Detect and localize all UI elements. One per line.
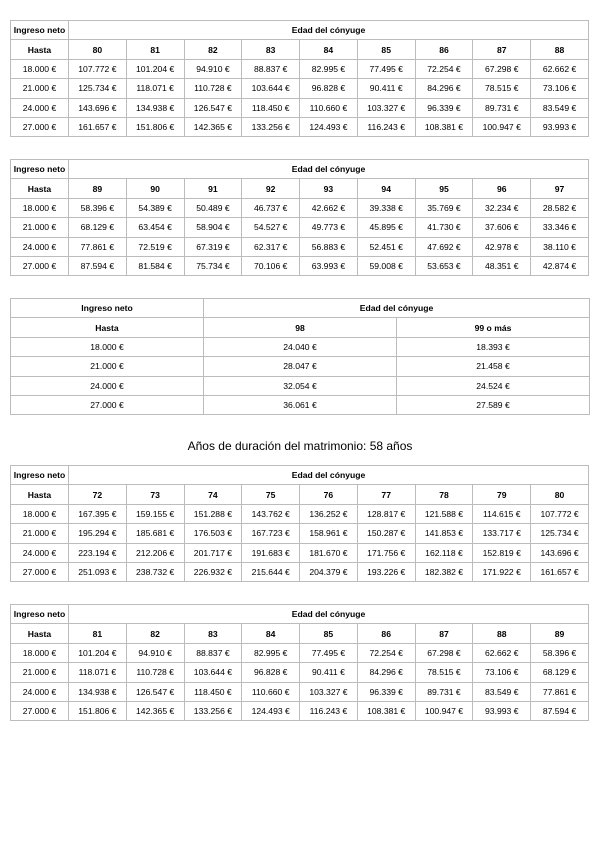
value-cell: 70.106 € [242,256,300,275]
value-cell: 41.730 € [415,218,473,237]
age-cell: 86 [415,40,473,59]
value-cell: 96.828 € [300,79,358,98]
value-cell: 151.288 € [184,504,242,523]
value-cell: 118.071 € [126,79,184,98]
age-cell: 77 [357,485,415,504]
table-row [11,663,589,682]
age-cell: 87 [473,40,531,59]
value-cell: 251.093 € [69,562,127,581]
up-to-header: Hasta [11,485,69,504]
value-cell: 73.106 € [531,79,589,98]
table-row [11,237,589,256]
value-cell: 88.837 € [184,643,242,662]
value-cell: 56.883 € [300,237,358,256]
age-cell: 98 [204,318,397,337]
value-cell: 96.828 € [242,663,300,682]
value-cell: 103.644 € [184,663,242,682]
value-cell: 118.071 € [69,663,127,682]
value-cell: 126.547 € [126,682,184,701]
value-cell: 171.922 € [473,562,531,581]
value-cell: 49.773 € [300,218,358,237]
value-cell: 93.993 € [531,117,589,136]
value-cell: 82.995 € [242,643,300,662]
income-cell: 27.000 € [11,117,69,136]
up-to-header: Hasta [11,624,69,643]
value-cell: 126.547 € [184,98,242,117]
table-row [11,218,589,237]
value-cell: 54.389 € [126,198,184,217]
value-cell: 143.696 € [69,98,127,117]
value-cell: 82.995 € [300,59,358,78]
value-cell: 62.317 € [242,237,300,256]
value-cell: 83.549 € [473,682,531,701]
age-cell: 84 [242,624,300,643]
value-cell: 72.519 € [126,237,184,256]
value-cell: 84.296 € [357,663,415,682]
age-cell: 85 [357,40,415,59]
value-cell: 142.365 € [126,701,184,720]
value-cell: 54.527 € [242,218,300,237]
net-income-header: Ingreso neto [11,21,69,40]
table-row [11,682,589,701]
table-5 [10,604,589,721]
value-cell: 78.515 € [415,663,473,682]
value-cell: 68.129 € [69,218,127,237]
value-cell: 84.296 € [415,79,473,98]
age-cell: 89 [531,624,589,643]
value-cell: 152.819 € [473,543,531,562]
value-cell: 77.861 € [531,682,589,701]
value-cell: 143.696 € [531,543,589,562]
table-row [11,376,590,395]
value-cell: 68.129 € [531,663,589,682]
income-cell: 18.000 € [11,504,69,523]
spouse-age-header: Edad del cónyuge [69,160,589,179]
age-cell: 85 [300,624,358,643]
value-cell: 141.853 € [415,524,473,543]
value-cell: 33.346 € [531,218,589,237]
value-cell: 36.061 € [204,395,397,414]
value-cell: 67.298 € [473,59,531,78]
table-row [11,117,589,136]
value-cell: 46.737 € [242,198,300,217]
value-cell: 32.234 € [473,198,531,217]
value-cell: 118.450 € [184,682,242,701]
value-cell: 110.728 € [184,79,242,98]
net-income-header: Ingreso neto [11,299,204,318]
value-cell: 191.683 € [242,543,300,562]
age-cell: 72 [69,485,127,504]
value-cell: 143.762 € [242,504,300,523]
value-cell: 176.503 € [184,524,242,543]
age-cell: 78 [415,485,473,504]
value-cell: 103.327 € [300,682,358,701]
value-cell: 125.734 € [531,524,589,543]
value-cell: 103.644 € [242,79,300,98]
value-cell: 18.393 € [397,337,590,356]
value-cell: 133.256 € [184,701,242,720]
value-cell: 72.254 € [357,643,415,662]
age-cell: 93 [300,179,358,198]
age-cell: 75 [242,485,300,504]
age-cell: 80 [531,485,589,504]
value-cell: 94.910 € [126,643,184,662]
income-cell: 21.000 € [11,524,69,543]
value-cell: 63.993 € [300,256,358,275]
value-cell: 226.932 € [184,562,242,581]
value-cell: 158.961 € [300,524,358,543]
value-cell: 38.110 € [531,237,589,256]
value-cell: 116.243 € [300,701,358,720]
value-cell: 182.382 € [415,562,473,581]
net-income-header: Ingreso neto [11,160,69,179]
value-cell: 50.489 € [184,198,242,217]
age-header-row [11,485,589,504]
age-cell: 88 [531,40,589,59]
income-cell: 21.000 € [11,79,69,98]
value-cell: 62.662 € [531,59,589,78]
value-cell: 93.993 € [473,701,531,720]
value-cell: 151.806 € [126,117,184,136]
value-cell: 78.515 € [473,79,531,98]
value-cell: 193.226 € [357,562,415,581]
table-row [11,643,589,662]
value-cell: 212.206 € [126,543,184,562]
value-cell: 204.379 € [300,562,358,581]
value-cell: 161.657 € [69,117,127,136]
table-row [11,337,590,356]
value-cell: 121.588 € [415,504,473,523]
table-row [11,524,589,543]
age-cell: 84 [300,40,358,59]
income-cell: 24.000 € [11,543,69,562]
value-cell: 67.298 € [415,643,473,662]
value-cell: 58.396 € [531,643,589,662]
value-cell: 150.287 € [357,524,415,543]
age-cell: 83 [242,40,300,59]
value-cell: 58.904 € [184,218,242,237]
value-cell: 45.895 € [357,218,415,237]
table-row [11,59,589,78]
value-cell: 133.717 € [473,524,531,543]
value-cell: 87.594 € [531,701,589,720]
age-cell: 94 [357,179,415,198]
value-cell: 110.660 € [242,682,300,701]
table-row [11,357,590,376]
value-cell: 101.204 € [126,59,184,78]
value-cell: 32.054 € [204,376,397,395]
value-cell: 58.396 € [69,198,127,217]
value-cell: 96.339 € [415,98,473,117]
value-cell: 94.910 € [184,59,242,78]
spouse-age-header: Edad del cónyuge [69,21,589,40]
value-cell: 124.493 € [300,117,358,136]
age-cell: 89 [69,179,127,198]
value-cell: 201.717 € [184,543,242,562]
value-cell: 96.339 € [357,682,415,701]
table-row [11,256,589,275]
table-row [11,395,590,414]
value-cell: 223.194 € [69,543,127,562]
value-cell: 42.978 € [473,237,531,256]
value-cell: 53.653 € [415,256,473,275]
table-4 [10,465,589,582]
age-cell: 96 [473,179,531,198]
age-cell: 91 [184,179,242,198]
value-cell: 35.769 € [415,198,473,217]
value-cell: 28.582 € [531,198,589,217]
value-cell: 89.731 € [473,98,531,117]
age-cell: 88 [473,624,531,643]
up-to-header: Hasta [11,40,69,59]
value-cell: 89.731 € [415,682,473,701]
table-row [11,543,589,562]
value-cell: 195.294 € [69,524,127,543]
value-cell: 167.395 € [69,504,127,523]
value-cell: 77.861 € [69,237,127,256]
value-cell: 161.657 € [531,562,589,581]
value-cell: 125.734 € [69,79,127,98]
value-cell: 90.411 € [357,79,415,98]
value-cell: 75.734 € [184,256,242,275]
value-cell: 110.728 € [126,663,184,682]
value-cell: 107.772 € [69,59,127,78]
value-cell: 159.155 € [126,504,184,523]
section-heading: Años de duración del matrimonio: 58 años [187,439,413,453]
age-cell: 95 [415,179,473,198]
income-cell: 24.000 € [11,237,69,256]
value-cell: 181.670 € [300,543,358,562]
table-3 [10,298,590,415]
income-cell: 18.000 € [11,337,204,356]
income-cell: 27.000 € [11,256,69,275]
value-cell: 133.256 € [242,117,300,136]
income-cell: 18.000 € [11,643,69,662]
age-cell: 97 [531,179,589,198]
income-cell: 21.000 € [11,663,69,682]
spouse-age-header: Edad del cónyuge [204,299,590,318]
value-cell: 100.947 € [473,117,531,136]
value-cell: 114.615 € [473,504,531,523]
table-row [11,701,589,720]
net-income-header: Ingreso neto [11,605,69,624]
income-cell: 18.000 € [11,198,69,217]
age-cell: 79 [473,485,531,504]
value-cell: 162.118 € [415,543,473,562]
value-cell: 37.606 € [473,218,531,237]
value-cell: 134.938 € [69,682,127,701]
up-to-header: Hasta [11,179,69,198]
income-cell: 27.000 € [11,562,69,581]
income-cell: 27.000 € [11,701,69,720]
value-cell: 62.662 € [473,643,531,662]
value-cell: 88.837 € [242,59,300,78]
value-cell: 238.732 € [126,562,184,581]
age-cell: 90 [126,179,184,198]
age-header-row [11,318,590,337]
value-cell: 101.204 € [69,643,127,662]
age-cell: 87 [415,624,473,643]
value-cell: 100.947 € [415,701,473,720]
value-cell: 47.692 € [415,237,473,256]
value-cell: 59.008 € [357,256,415,275]
table-row [11,98,589,117]
value-cell: 24.040 € [204,337,397,356]
value-cell: 128.817 € [357,504,415,523]
table-1 [10,20,589,137]
value-cell: 103.327 € [357,98,415,117]
age-cell: 86 [357,624,415,643]
age-cell: 82 [126,624,184,643]
up-to-header: Hasta [11,318,204,337]
value-cell: 171.756 € [357,543,415,562]
age-header-row [11,40,589,59]
value-cell: 110.660 € [300,98,358,117]
age-cell: 81 [69,624,127,643]
table-row [11,562,589,581]
age-cell: 74 [184,485,242,504]
value-cell: 73.106 € [473,663,531,682]
age-header-row [11,179,589,198]
value-cell: 136.252 € [300,504,358,523]
value-cell: 81.584 € [126,256,184,275]
age-cell: 80 [69,40,127,59]
value-cell: 107.772 € [531,504,589,523]
value-cell: 108.381 € [357,701,415,720]
value-cell: 39.338 € [357,198,415,217]
value-cell: 24.524 € [397,376,590,395]
value-cell: 63.454 € [126,218,184,237]
age-cell: 73 [126,485,184,504]
value-cell: 108.381 € [415,117,473,136]
table-row [11,79,589,98]
age-cell: 76 [300,485,358,504]
value-cell: 142.365 € [184,117,242,136]
income-cell: 24.000 € [11,98,69,117]
value-cell: 118.450 € [242,98,300,117]
value-cell: 151.806 € [69,701,127,720]
value-cell: 72.254 € [415,59,473,78]
value-cell: 90.411 € [300,663,358,682]
value-cell: 48.351 € [473,256,531,275]
value-cell: 215.644 € [242,562,300,581]
value-cell: 185.681 € [126,524,184,543]
age-cell: 81 [126,40,184,59]
income-cell: 18.000 € [11,59,69,78]
income-cell: 21.000 € [11,218,69,237]
spouse-age-header: Edad del cónyuge [69,605,589,624]
income-cell: 27.000 € [11,395,204,414]
value-cell: 67.319 € [184,237,242,256]
age-header-row [11,624,589,643]
table-2 [10,159,589,276]
value-cell: 77.495 € [300,643,358,662]
value-cell: 87.594 € [69,256,127,275]
value-cell: 21.458 € [397,357,590,376]
table-row [11,198,589,217]
value-cell: 27.589 € [397,395,590,414]
table-row [11,504,589,523]
income-cell: 24.000 € [11,682,69,701]
value-cell: 124.493 € [242,701,300,720]
age-cell: 92 [242,179,300,198]
value-cell: 52.451 € [357,237,415,256]
spouse-age-header: Edad del cónyuge [69,466,589,485]
value-cell: 42.662 € [300,198,358,217]
value-cell: 28.047 € [204,357,397,376]
income-cell: 24.000 € [11,376,204,395]
value-cell: 77.495 € [357,59,415,78]
value-cell: 116.243 € [357,117,415,136]
net-income-header: Ingreso neto [11,466,69,485]
value-cell: 134.938 € [126,98,184,117]
income-cell: 21.000 € [11,357,204,376]
age-cell: 83 [184,624,242,643]
value-cell: 167.723 € [242,524,300,543]
age-cell: 82 [184,40,242,59]
value-cell: 42.874 € [531,256,589,275]
value-cell: 83.549 € [531,98,589,117]
age-cell: 99 o más [397,318,590,337]
